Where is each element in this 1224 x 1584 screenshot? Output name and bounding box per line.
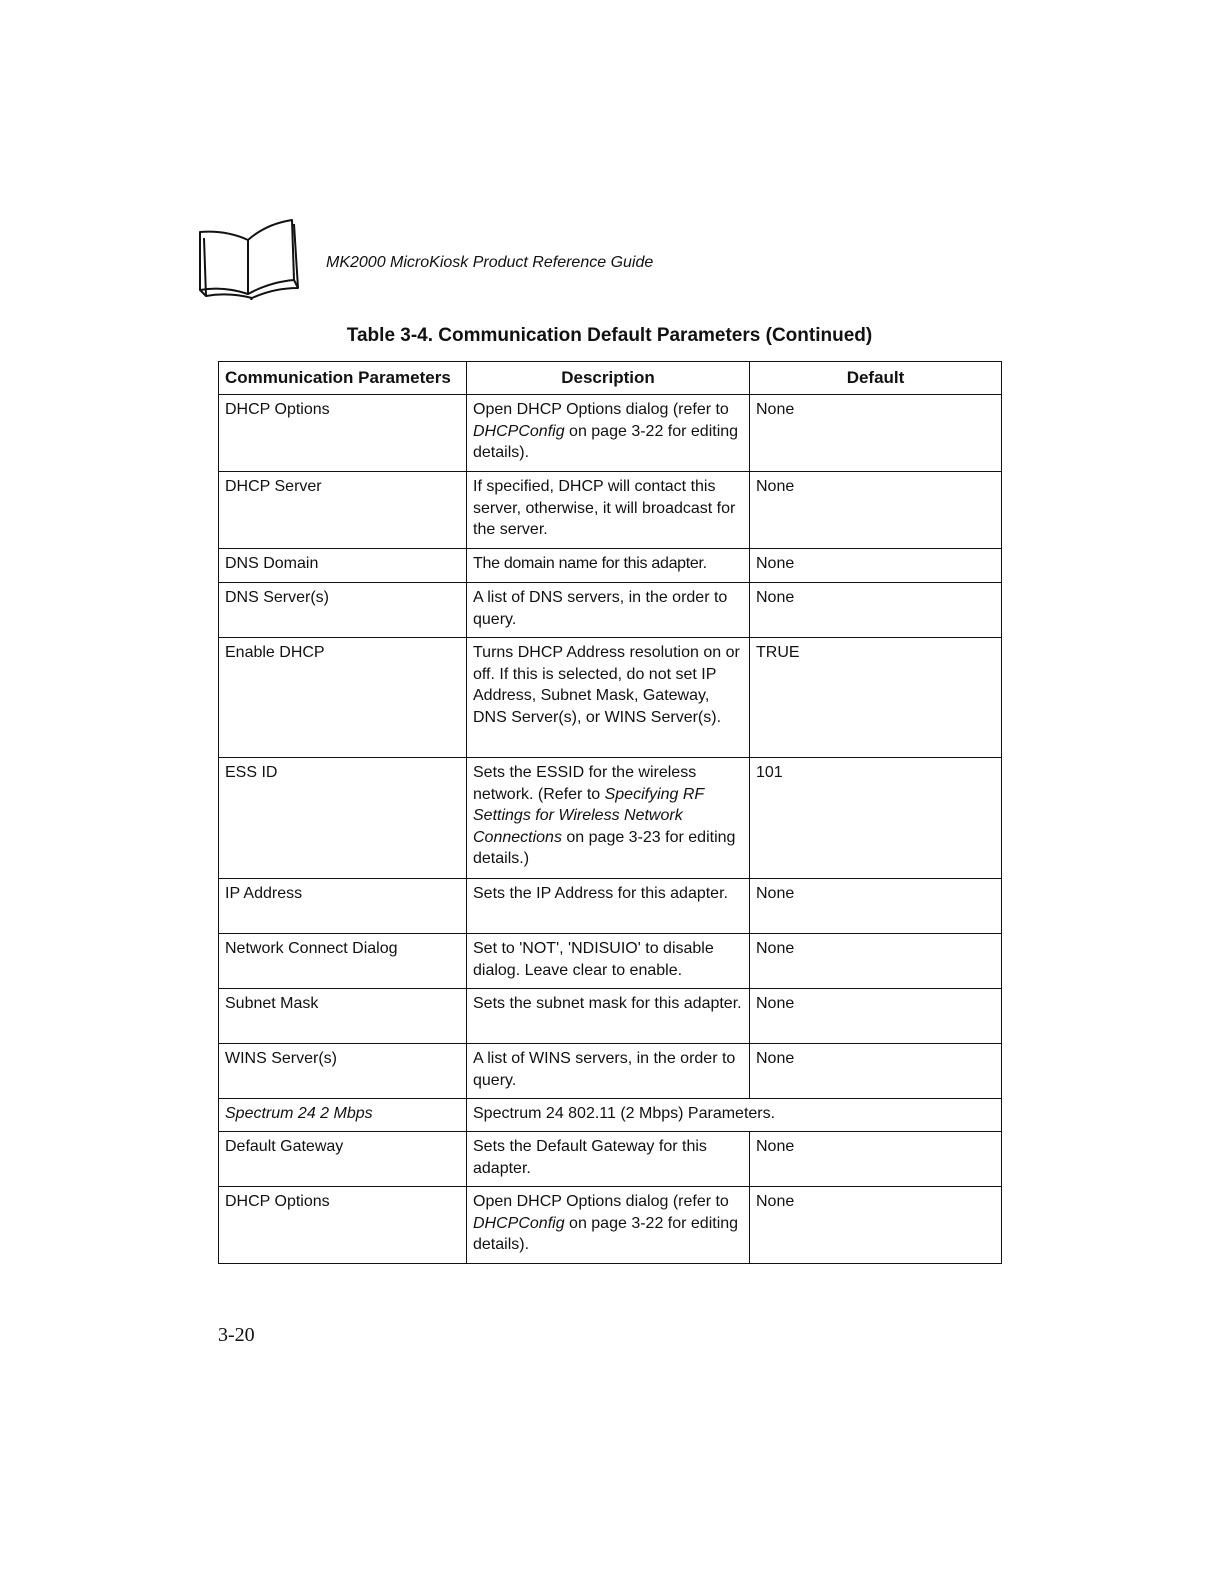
default-value-cell: None [750, 549, 1002, 583]
description-cell: If specified, DHCP will contact this server, otherwise, it will broadcast for the server. [467, 472, 750, 549]
description-cell: The domain name for this adapter. [467, 549, 750, 583]
description-reference: DHCPConfig [473, 422, 565, 440]
table-row [219, 549, 1002, 583]
description-cell: Sets the IP Address for this adapter. [467, 879, 750, 934]
param-name-cell: Subnet Mask [219, 989, 467, 1044]
description-cell: Turns DHCP Address resolution on or off. If this is selected, do not set IP Address, Subnet Mask, Gateway, DNS Server(s), or WINS Server(s). [467, 638, 750, 758]
param-name-cell: DNS Domain [219, 549, 467, 583]
param-name-cell: IP Address [219, 879, 467, 934]
default-value-cell: 101 [750, 758, 1002, 879]
section-description-cell: Spectrum 24 802.11 (2 Mbps) Parameters. [467, 1099, 1002, 1132]
description-reference: DHCPConfig [473, 1214, 565, 1232]
table-row [219, 1044, 1002, 1099]
param-name-cell: Enable DHCP [219, 638, 467, 758]
description-cell: A list of WINS servers, in the order to query. [467, 1044, 750, 1099]
table-header-row [219, 362, 1002, 395]
table-row [219, 1187, 1002, 1264]
book-icon [196, 218, 302, 300]
description-text: on page 3-23 for editing details.) [473, 828, 736, 867]
param-name-cell: DHCP Server [219, 472, 467, 549]
default-value-cell: None [750, 934, 1002, 989]
table-row [219, 934, 1002, 989]
table-row [219, 472, 1002, 549]
table-row [219, 879, 1002, 934]
description-cell [467, 395, 750, 472]
description-cell: Sets the Default Gateway for this adapter. [467, 1132, 750, 1187]
param-name-cell: WINS Server(s) [219, 1044, 467, 1099]
running-header-title: MK2000 MicroKiosk Product Reference Guide [326, 254, 654, 271]
table-row [219, 1132, 1002, 1187]
default-value-cell: None [750, 989, 1002, 1044]
param-name-cell: Network Connect Dialog [219, 934, 467, 989]
default-value-cell: None [750, 472, 1002, 549]
description-text: Open DHCP Options dialog (refer to [473, 1193, 729, 1210]
column-header-description: Description [467, 362, 750, 395]
table-row [219, 638, 1002, 758]
default-value-cell: None [750, 1187, 1002, 1264]
default-value-cell: None [750, 1132, 1002, 1187]
table-row [219, 395, 1002, 472]
description-reference: Specifying RF Settings for Wireless Network Connections [473, 785, 704, 846]
table-row [219, 989, 1002, 1044]
param-name-cell: DNS Server(s) [219, 583, 467, 638]
section-row [219, 1099, 1002, 1132]
default-value-cell: None [750, 879, 1002, 934]
column-header-default: Default [750, 362, 1002, 395]
description-cell: Set to 'NOT', 'NDISUIO' to disable dialog. Leave clear to enable. [467, 934, 750, 989]
table-caption: Table 3-4. Communication Default Parameters (Continued) [346, 325, 873, 346]
page-number: 3-20 [218, 1324, 255, 1346]
description-text: Open DHCP Options dialog (refer to [473, 401, 729, 418]
description-cell [467, 758, 750, 879]
description-text: on page 3-22 for editing details). [473, 422, 739, 461]
default-value-cell: None [750, 395, 1002, 472]
description-cell [467, 1187, 750, 1264]
table-row [219, 758, 1002, 879]
param-name-cell: ESS ID [219, 758, 467, 879]
parameters-table [218, 361, 1002, 1264]
table-row [219, 583, 1002, 638]
description-cell: A list of DNS servers, in the order to query. [467, 583, 750, 638]
description-text: on page 3-22 for editing details). [473, 1214, 739, 1253]
param-name-cell: DHCP Options [219, 1187, 467, 1264]
default-value-cell: None [750, 583, 1002, 638]
param-name-cell: Default Gateway [219, 1132, 467, 1187]
column-header-parameters: Communication Parameters [219, 362, 467, 395]
param-name-cell: DHCP Options [219, 395, 467, 472]
default-value-cell: None [750, 1044, 1002, 1099]
description-text: Sets the ESSID for the wireless network. (Refer to [473, 764, 697, 803]
section-name-cell: Spectrum 24 2 Mbps [219, 1099, 467, 1132]
default-value-cell: TRUE [750, 638, 1002, 758]
description-cell: Sets the subnet mask for this adapter. [467, 989, 750, 1044]
